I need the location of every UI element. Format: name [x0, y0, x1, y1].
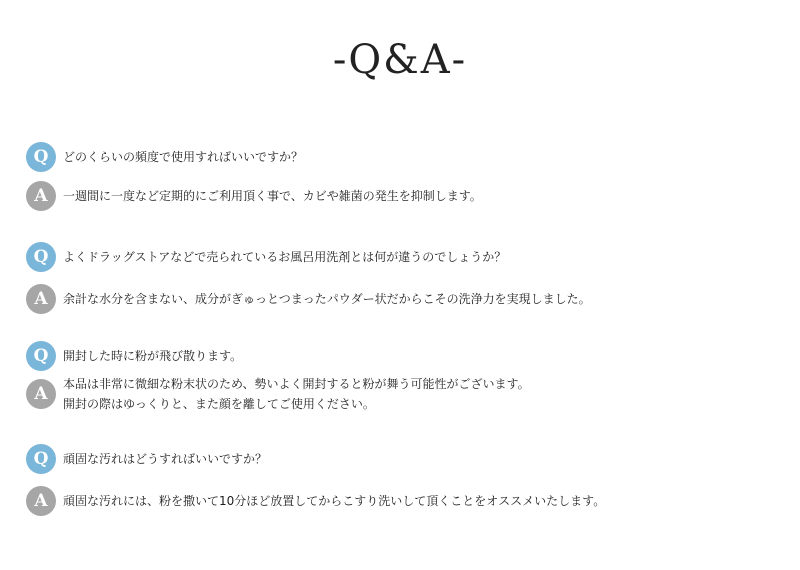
- answer-line: 頑固な汚れには、粉を撒いて10分ほど放置してからこすり洗いして頂くことをオススメいたします。: [63, 494, 606, 508]
- q-badge-icon: Q: [26, 341, 56, 371]
- answer-row: [26, 181, 482, 211]
- answer-row: [26, 374, 530, 414]
- q-badge-icon: Q: [26, 444, 56, 474]
- answer-text: [63, 491, 605, 511]
- answer-row: [26, 284, 591, 314]
- q-badge-icon: Q: [26, 142, 56, 172]
- page-title: -Q&A-: [332, 37, 468, 83]
- answer-line: 開封の際はゆっくりと、また顔を離してご使用ください。: [63, 397, 375, 411]
- question-row: [26, 242, 506, 272]
- q-badge-icon: Q: [26, 242, 56, 272]
- answer-line: 本品は非常に微細な粉末状のため、勢いよく開封すると粉が舞う可能性がございます。: [63, 377, 530, 391]
- question-text: よくドラッグストアなどで売られているお風呂用洗剤とは何が違うのでしょうか？: [63, 250, 507, 264]
- question-text: どのくらいの頻度で使用すればいいですか？: [63, 150, 304, 164]
- answer-line: 余計な水分を含まない、成分がぎゅっとつまったパウダー状だからこその洗浄力を実現しました。: [63, 292, 591, 306]
- answer-text: [63, 186, 482, 206]
- a-badge-icon: A: [26, 284, 56, 314]
- question-text: 頑固な汚れはどうすればいいですか？: [63, 452, 268, 466]
- answer-text: [63, 374, 530, 414]
- a-badge-icon: A: [26, 486, 56, 516]
- answer-row: [26, 486, 605, 516]
- a-badge-icon: A: [26, 181, 56, 211]
- question-row: [26, 142, 303, 172]
- answer-line: 一週間に一度など定期的にご利用頂く事で、カビや雑菌の発生を抑制します。: [63, 189, 482, 203]
- question-row: [26, 341, 242, 371]
- a-badge-icon: A: [26, 379, 56, 409]
- question-row: [26, 444, 267, 474]
- question-text: 開封した時に粉が飛び散ります。: [63, 349, 243, 363]
- answer-text: [63, 289, 591, 309]
